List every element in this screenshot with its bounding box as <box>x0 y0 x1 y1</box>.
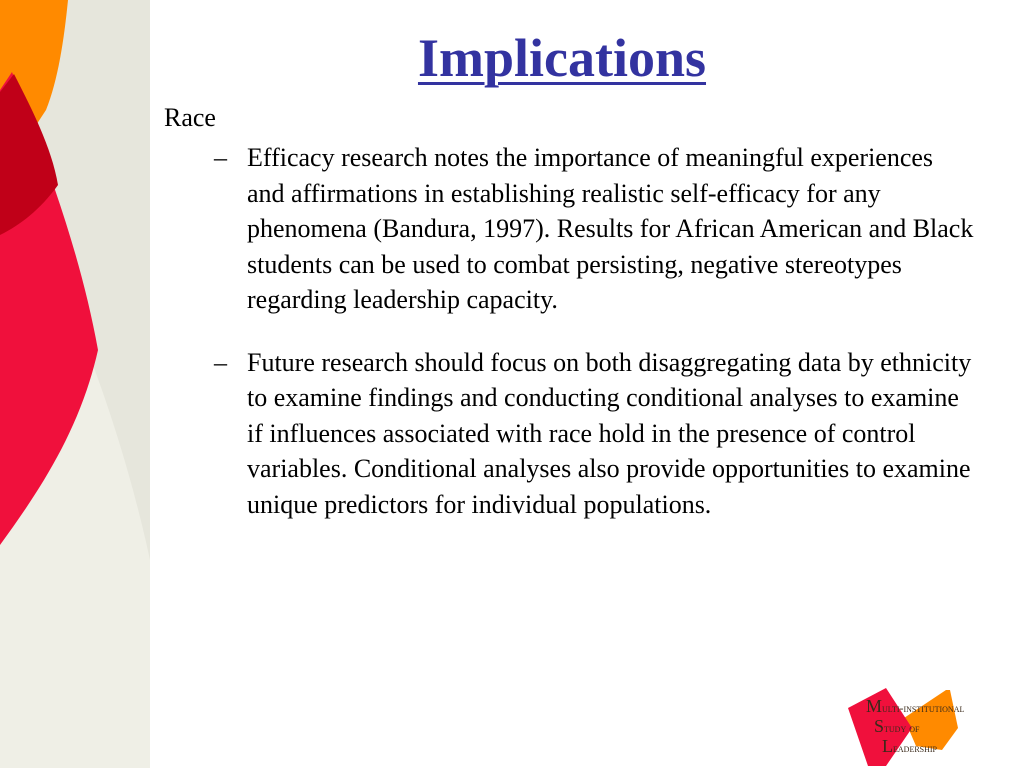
dash-marker: – <box>214 347 227 377</box>
bullet-item <box>164 140 974 318</box>
logo-line-2: Study of <box>874 716 920 736</box>
slide-title: Implications <box>417 28 707 88</box>
dash-marker: – <box>214 143 227 172</box>
bullet-list <box>164 140 974 522</box>
bullet-text: Efficacy research notes the importance of meaningful experiences and affirmations in establishing realistic self-efficacy for any phenomena (Bandura, 1997). Results for African American and Black students can be used to combat persisting, negative stereotypes regarding leadership capacity. <box>247 143 974 314</box>
slide-body <box>164 100 974 549</box>
decorative-left-panel <box>0 0 150 768</box>
logo-line-1: Multi-institutional <box>866 696 965 716</box>
logo-line-3: Leadership <box>882 736 938 756</box>
msl-logo-text <box>866 697 964 757</box>
bullet-item <box>164 345 974 523</box>
bullet-text: Future research should focus on both disaggregating data by ethnicity to examine findings and conducting conditional analyses to examine if influences associated with race hold in the presence of control variables. Conditional analyses also provide opportunities to examine unique predictors for individual populations. <box>247 347 972 519</box>
section-heading: Race <box>164 103 216 132</box>
